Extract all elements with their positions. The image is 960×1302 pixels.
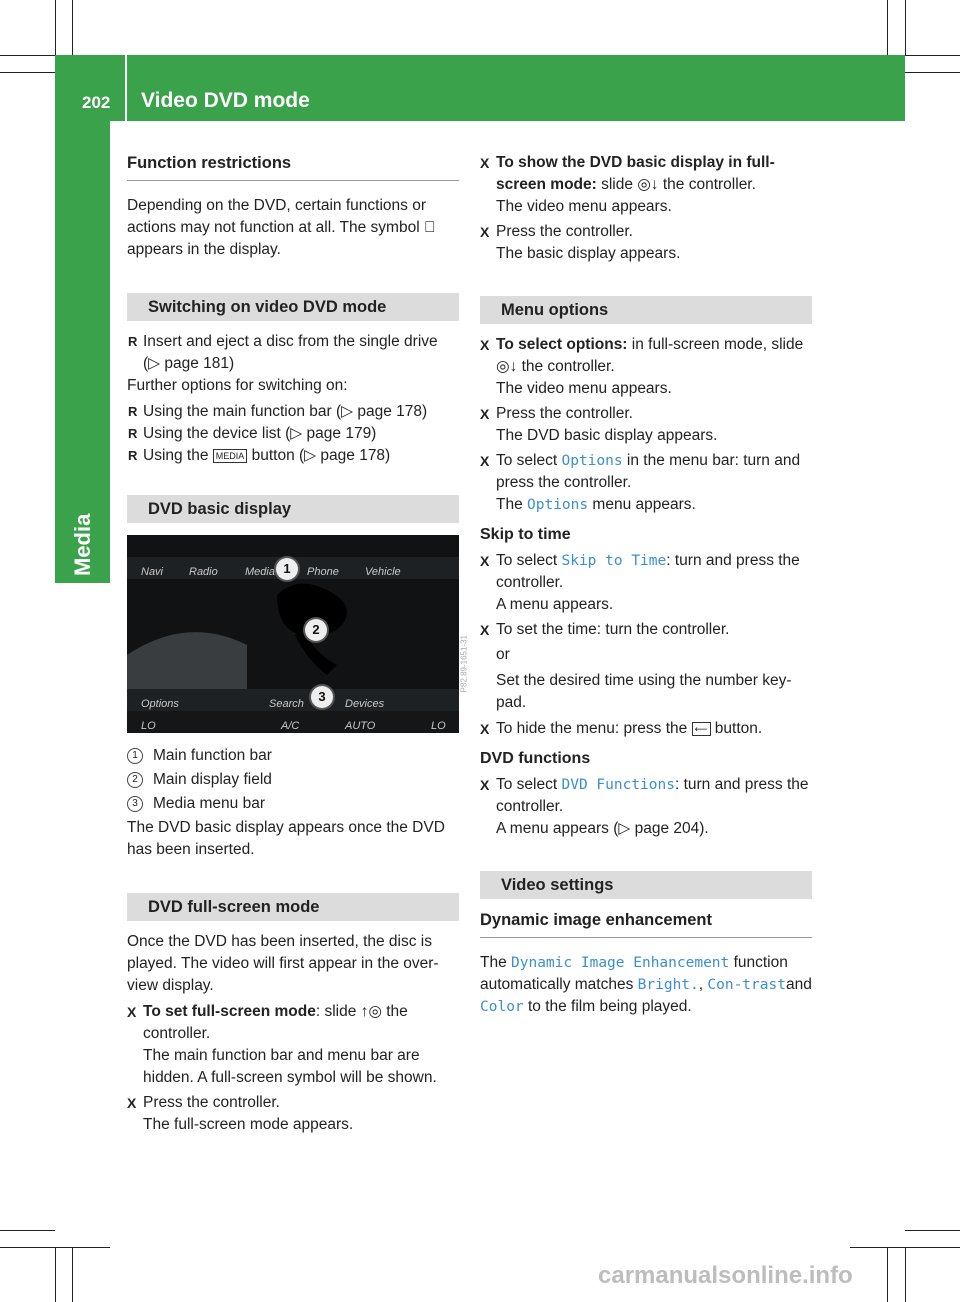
section-tab: [55, 121, 110, 583]
heading-dvd-functions: DVD functions: [480, 750, 591, 767]
full-screen-intro: Once the DVD has been inserted, the disc is played. The video will first appear in the over-view display.: [127, 933, 439, 994]
list-item: R Insert and eject a disc from the single drive (▷ page 181): [128, 333, 438, 372]
crop-mark: [0, 1230, 55, 1231]
instruction-step: X To hide the menu: press the ⟵ button.: [480, 718, 812, 740]
menu-label-options: Options: [561, 453, 623, 469]
watermark: carmanualsonline.info: [598, 1262, 853, 1289]
page-number: 202: [82, 93, 111, 112]
legend-item: 3 Media menu bar: [127, 793, 459, 815]
legend-number: 1: [127, 748, 143, 764]
or-text: or: [496, 646, 510, 663]
step-marker-icon: X: [480, 777, 490, 793]
menu-label-options: Options: [527, 497, 589, 513]
further-options-text: Further options for switching on:: [127, 377, 348, 394]
crop-mark: [55, 1247, 56, 1302]
figure-code: P82.89-1651-31: [459, 635, 468, 693]
legend-item: 2 Main display field: [127, 769, 459, 791]
step-marker-icon: X: [480, 721, 490, 737]
bullet-icon: R: [128, 404, 138, 419]
instruction-step: X To select Skip to Time: turn and press the controller. A menu appears.: [480, 552, 800, 613]
heading-video-settings: Video settings: [480, 871, 812, 899]
step-marker-icon: X: [480, 622, 490, 638]
instruction-step: X To select Options in the menu bar: turn and press the controller. The Options menu appears.: [480, 452, 801, 513]
climate-status-bar: LO A/C AUTO LO: [127, 711, 459, 733]
page-title: Video DVD mode: [141, 89, 310, 112]
menu-label-contrast: Con-trast: [707, 977, 786, 993]
menu-label-dynamic-image: Dynamic Image Enhancement: [511, 955, 730, 971]
crop-mark: [72, 1247, 73, 1302]
media-button-icon: MEDIA: [213, 449, 248, 463]
instruction-step: X Press the controller. The full-screen mode appears.: [127, 1094, 354, 1133]
crop-mark: [905, 1247, 906, 1302]
bullet-icon: R: [128, 448, 138, 463]
legend-item: 1 Main function bar: [127, 745, 459, 767]
main-function-bar: Navi Radio Media Phone Vehicle: [127, 557, 459, 579]
step-marker-icon: X: [480, 155, 490, 171]
menu-label-bright: Bright.: [637, 977, 699, 993]
heading-dvd-basic-display: DVD basic display: [127, 495, 459, 523]
left-column: [127, 152, 468, 1139]
step-marker-icon: X: [480, 337, 490, 353]
bullet-icon: R: [128, 426, 138, 441]
heading-full-screen: DVD full-screen mode: [127, 893, 459, 921]
back-button-icon: ⟵: [692, 722, 711, 736]
callout-3: 3: [311, 686, 333, 708]
crop-mark: [905, 72, 960, 73]
dvd-screen-photo: [127, 535, 468, 733]
restrictions-text: Depending on the DVD, certain functions or actions may not function at all. The symbol appears in the display.: [127, 197, 436, 258]
menu-label-skip-to-time: Skip to Time: [561, 553, 667, 569]
heading-skip-to-time: Skip to time: [480, 526, 571, 543]
instruction-step: X To select DVD Functions: turn and press the controller. A menu appears (▷ page 204).: [480, 776, 809, 837]
step-marker-icon: X: [480, 553, 490, 569]
instruction-step: X To set full-screen mode: slide ↑◎ the controller. The main function bar and menu bar are hidden. A full-screen symbol will be shown.: [127, 1003, 437, 1086]
crop-mark: [0, 72, 55, 73]
crop-mark: [905, 0, 906, 55]
header-divider: [125, 55, 127, 121]
callout-1: 1: [276, 558, 298, 580]
crop-mark: [887, 0, 888, 55]
menu-label-dvd-functions: DVD Functions: [561, 777, 675, 793]
list-item: R Using the device list (▷ page 179): [127, 423, 459, 445]
instruction-step: X Press the controller. The basic display appears.: [480, 223, 681, 262]
heading-switching-on: Switching on video DVD mode: [127, 293, 459, 321]
crop-mark: [850, 1247, 960, 1248]
dynamic-image-text: The Dynamic Image Enhancement function automatically matches Bright., Con-trastand Color to the film being played.: [480, 954, 812, 1015]
callout-2: 2: [305, 619, 327, 641]
instruction-step: X Press the controller. The DVD basic display appears.: [480, 405, 718, 444]
list-item: R Using the main function bar (▷ page 178): [127, 401, 459, 423]
page-header: [55, 55, 905, 121]
legend-number: 3: [127, 796, 143, 812]
list-item: R Using the MEDIA button (▷ page 178): [127, 445, 459, 467]
heading-function-restrictions: Function restrictions: [127, 152, 459, 181]
basic-display-text: The DVD basic display appears once the DVD has been inserted.: [127, 819, 445, 858]
instruction-step: X To set the time: turn the controller.: [480, 619, 812, 641]
crop-mark: [72, 0, 73, 55]
step-marker-icon: X: [480, 224, 490, 240]
media-menu-bar: Options Search Devices: [127, 689, 459, 711]
step-marker-icon: X: [127, 1004, 137, 1020]
crop-mark: [905, 1230, 960, 1231]
alt-text: Set the desired time using the number key-pad.: [496, 672, 792, 711]
bullet-icon: R: [128, 334, 138, 349]
right-column: [480, 152, 812, 1022]
section-tab-label: Media: [70, 513, 95, 576]
menu-label-color: Color: [480, 999, 524, 1015]
crop-mark: [887, 1247, 888, 1302]
crop-mark: [55, 0, 56, 55]
step-marker-icon: X: [480, 406, 490, 422]
instruction-step: X To show the DVD basic display in full-screen mode: slide ◎↓ the controller. The video menu appears.: [480, 154, 775, 215]
instruction-step: X To select options: in full-screen mode, slide ◎↓ the controller. The video menu appears.: [480, 336, 804, 397]
heading-menu-options: Menu options: [480, 296, 812, 324]
legend-number: 2: [127, 772, 143, 788]
step-marker-icon: X: [127, 1095, 137, 1111]
crop-mark: [0, 1247, 110, 1248]
step-marker-icon: X: [480, 453, 490, 469]
heading-dynamic-image: Dynamic image enhancement: [480, 909, 812, 938]
